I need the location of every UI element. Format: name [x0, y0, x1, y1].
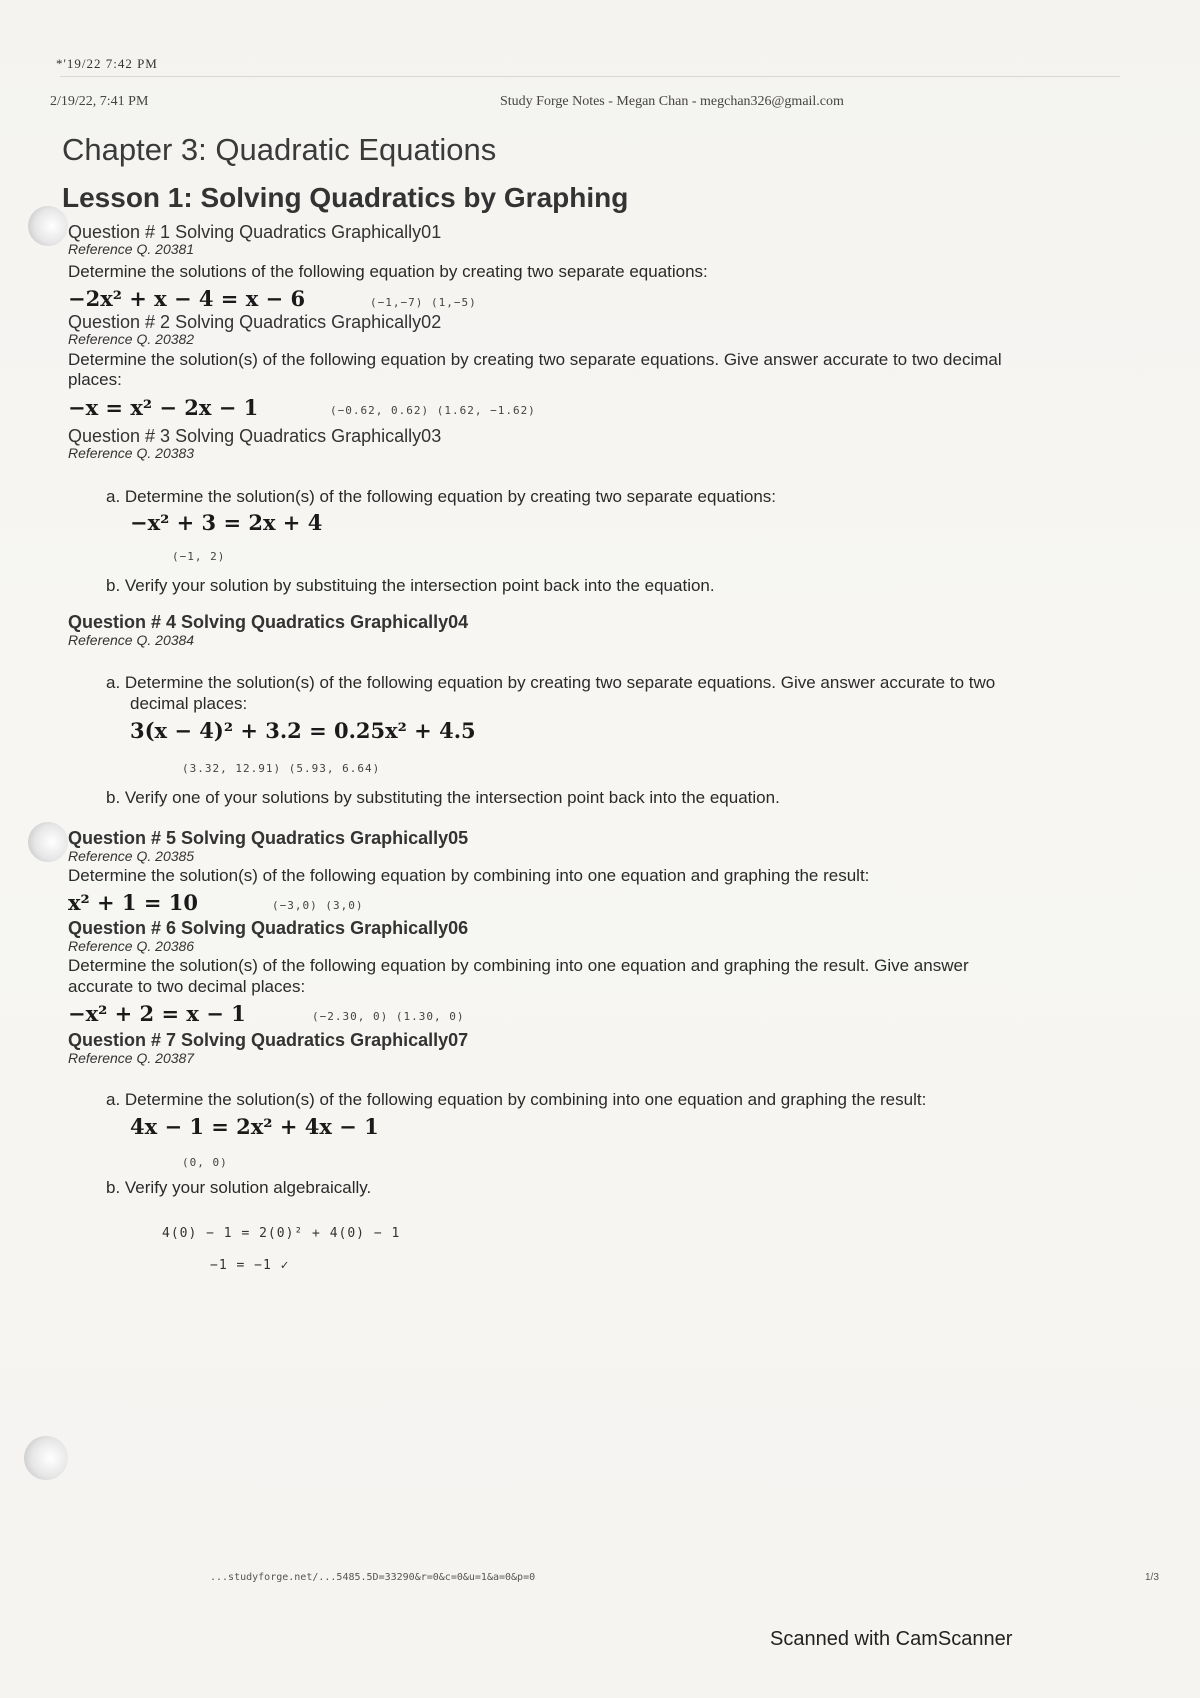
question-5-title: Question # 5 Solving Quadratics Graphically05 [68, 828, 469, 848]
question-1-reference: Reference Q. 20381 [68, 241, 195, 257]
question-3-part-b: b. Verify your solution by substituing the intersection point back into the equation. [106, 576, 715, 595]
question-6-answer: (−2.30, 0) (1.30, 0) [312, 1010, 465, 1023]
binder-hole-bottom [24, 1436, 68, 1480]
question-5-text: Determine the solution(s) of the following equation by combining into one equation and graphing the result: [68, 866, 870, 885]
question-4-title: Question # 4 Solving Quadratics Graphically04 [68, 612, 469, 632]
lesson-title: Lesson 1: Solving Quadratics by Graphing [62, 182, 629, 213]
question-6-equation: −x² + 2 = x − 1 [68, 1001, 246, 1026]
page-edge-line [60, 76, 1120, 77]
question-4-reference: Reference Q. 20384 [68, 632, 195, 648]
question-2-answer: (−0.62, 0.62) (1.62, −1.62) [330, 404, 536, 417]
question-6-reference: Reference Q. 20386 [68, 938, 195, 954]
timestamp-top: *'19/22 7:42 PM [56, 56, 158, 71]
question-3-reference: Reference Q. 20383 [68, 445, 195, 461]
question-5-reference: Reference Q. 20385 [68, 848, 195, 864]
question-4-answer: (3.32, 12.91) (5.93, 6.64) [182, 762, 381, 775]
question-7-part-b: b. Verify your solution algebraically. [106, 1178, 372, 1197]
question-6-title: Question # 6 Solving Quadratics Graphically06 [68, 918, 469, 938]
question-5-equation: x² + 1 = 10 [68, 890, 198, 915]
question-1-text: Determine the solutions of the following equation by creating two separate equations: [68, 262, 708, 281]
binder-hole-top [28, 206, 68, 246]
footer-url: ...studyforge.net/...5485.5D=33290&r=0&c=0&u=1&a=0&p=0 [210, 1572, 536, 1583]
question-3-title: Question # 3 Solving Quadratics Graphically03 [68, 426, 442, 446]
question-2-text-line1: Determine the solution(s) of the following equation by creating two separate equations. Give answer accurate to two decimal [68, 350, 1002, 369]
question-4-part-a-line1: a. Determine the solution(s) of the following equation by creating two separate equations. Give answer accurate to two [106, 673, 996, 692]
question-2-equation: −x = x² − 2x − 1 [68, 395, 259, 420]
question-6-text-line1: Determine the solution(s) of the following equation by combining into one equation and graphing the result. Give answer [68, 956, 969, 975]
question-7-work-line2: −1 = −1 ✓ [210, 1258, 290, 1273]
question-3-equation: −x² + 3 = 2x + 4 [130, 510, 323, 535]
question-1-equation: −2x² + x − 4 = x − 6 [68, 286, 306, 311]
question-4-part-a-line2: decimal places: [130, 694, 248, 713]
question-3-answer: (−1, 2) [172, 550, 226, 563]
question-7-reference: Reference Q. 20387 [68, 1050, 195, 1066]
scanner-watermark: Scanned with CamScanner [770, 1628, 1013, 1650]
question-7-title: Question # 7 Solving Quadratics Graphically07 [68, 1030, 469, 1050]
question-1-title: Question # 1 Solving Quadratics Graphically01 [68, 222, 442, 242]
question-6-text-line2: accurate to two decimal places: [68, 977, 306, 996]
footer-page-number: 1/3 [1145, 1572, 1159, 1583]
question-2-title: Question # 2 Solving Quadratics Graphically02 [68, 312, 442, 332]
question-7-equation: 4x − 1 = 2x² + 4x − 1 [130, 1114, 379, 1139]
question-3-part-a: a. Determine the solution(s) of the following equation by creating two separate equations: [106, 487, 777, 506]
timestamp: 2/19/22, 7:41 PM [50, 94, 149, 109]
source-header: Study Forge Notes - Megan Chan - megchan326@gmail.com [500, 94, 844, 109]
question-2-text-line2: places: [68, 370, 122, 389]
question-7-part-a: a. Determine the solution(s) of the following equation by combining into one equation and graphing the result: [106, 1090, 927, 1109]
question-5-answer: (−3,0) (3,0) [272, 899, 364, 912]
question-1-answer: (−1,−7) (1,−5) [370, 296, 477, 309]
chapter-title: Chapter 3: Quadratic Equations [62, 132, 497, 167]
question-4-part-b: b. Verify one of your solutions by substituting the intersection point back into the equation. [106, 788, 780, 807]
question-7-answer: (0, 0) [182, 1156, 228, 1169]
binder-hole-middle [28, 822, 68, 862]
question-2-reference: Reference Q. 20382 [68, 331, 195, 347]
question-4-equation: 3(x − 4)² + 3.2 = 0.25x² + 4.5 [130, 718, 476, 743]
question-7-work-line1: 4(0) − 1 = 2(0)² + 4(0) − 1 [162, 1226, 401, 1241]
